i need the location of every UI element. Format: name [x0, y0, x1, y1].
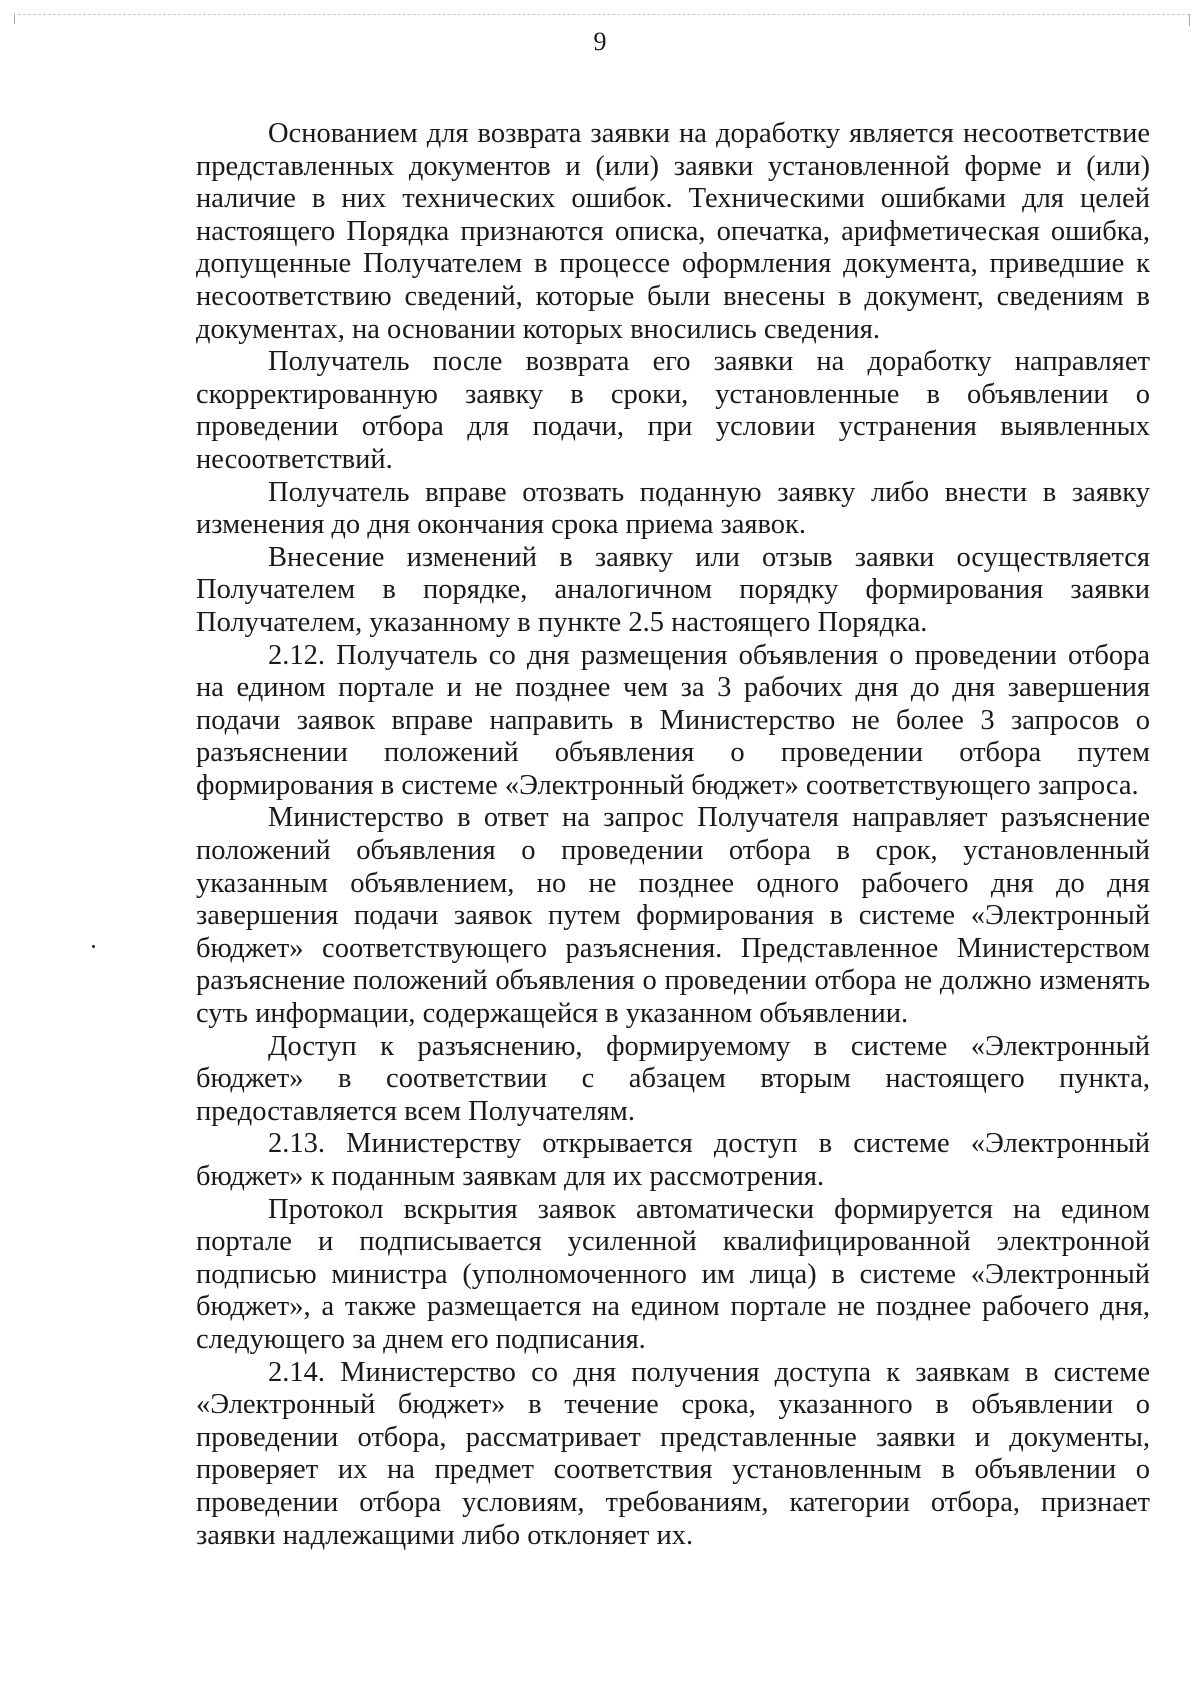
document-body: [196, 118, 1150, 1552]
paragraph-opening-protocol: Протокол вскрытия заявок автоматически формируется на едином портале и подписывается усиленной квалифицированной электронной подписью министра (уполномоченного им лица) в системе «Электронный бюджет», а также размещается на едином портале не позднее рабочего дня, следующего за днем его подписания.: [196, 1193, 1150, 1355]
paragraph-resubmission: Получатель после возврата его заявки на доработку направляет скорректированную заявку в сроки, установленные в объявлении о проведении отбора для подачи, при условии устранения выявленных несоответствий.: [196, 346, 1150, 475]
paragraph-return-grounds: Основанием для возврата заявки на доработку является несоответствие представленных документов и (или) заявки установленной форме и (или) наличие в них технических ошибок. Техническими ошибками для целей настоящего Порядка признаются описка, опечатка, арифметическая ошибка, допущенные Получателем в процессе оформления документа, приведшие к несоответствию сведений, которые были внесены в документ, сведениям в документах, на основании которых вносились сведения.: [196, 118, 1150, 345]
paragraph-clause-2-14: 2.14. Министерство со дня получения доступа к заявкам в системе «Электронный бюджет» в течение срока, указанного в объявлении о проведении отбора, рассматривает представленные заявки и документы, проверяет их на предмет соответствия установленным в объявлении о проведении отбора условиям, требованиям, категории отбора, признает заявки надлежащими либо отклоняет их.: [196, 1356, 1150, 1551]
paragraph-withdrawal: Получатель вправе отозвать поданную заявку либо внести в заявку изменения до дня окончания срока приема заявок.: [196, 476, 1150, 541]
paragraph-clause-2-13: 2.13. Министерству открывается доступ в системе «Электронный бюджет» к поданным заявкам для их рассмотрения.: [196, 1128, 1150, 1192]
scan-top-edge: [18, 14, 1190, 23]
scan-edge-mark-right: [1189, 14, 1190, 26]
paragraph-clause-2-12: 2.12. Получатель со дня размещения объявления о проведении отбора на едином портале и не позднее чем за 3 рабочих дня до дня завершения подачи заявок вправе направить в Министерство не более 3 запросов о разъяснении положений объявления о проведении отбора путем формирования в системе «Электронный бюджет» соответствующего запроса.: [196, 639, 1150, 801]
scan-edge-mark-left: [14, 14, 15, 24]
page-number: 9: [593, 27, 607, 56]
paragraph-clarification-access: Доступ к разъяснению, формируемому в системе «Электронный бюджет» в соответствии с абзацем вторым настоящего пункта, предоставляется всем Получателям.: [196, 1030, 1150, 1127]
paragraph-amendment-procedure: Внесение изменений в заявку или отзыв заявки осуществляется Получателем в порядке, аналогичном порядку формирования заявки Получателем, указанному в пункте 2.5 настоящего Порядка.: [196, 541, 1150, 638]
scan-speck: [92, 945, 95, 948]
paragraph-ministry-clarification: Министерство в ответ на запрос Получателя направляет разъяснение положений объявления о проведении отбора в срок, установленный указанным объявлением, но не позднее одного рабочего дня до дня завершения подачи заявок путем формирования в системе «Электронный бюджет» соответствующего разъяснения. Представленное Министерством разъяснение положений объявления о проведении отбора не должно изменять суть информации, содержащейся в указанном объявлении.: [196, 802, 1150, 1030]
